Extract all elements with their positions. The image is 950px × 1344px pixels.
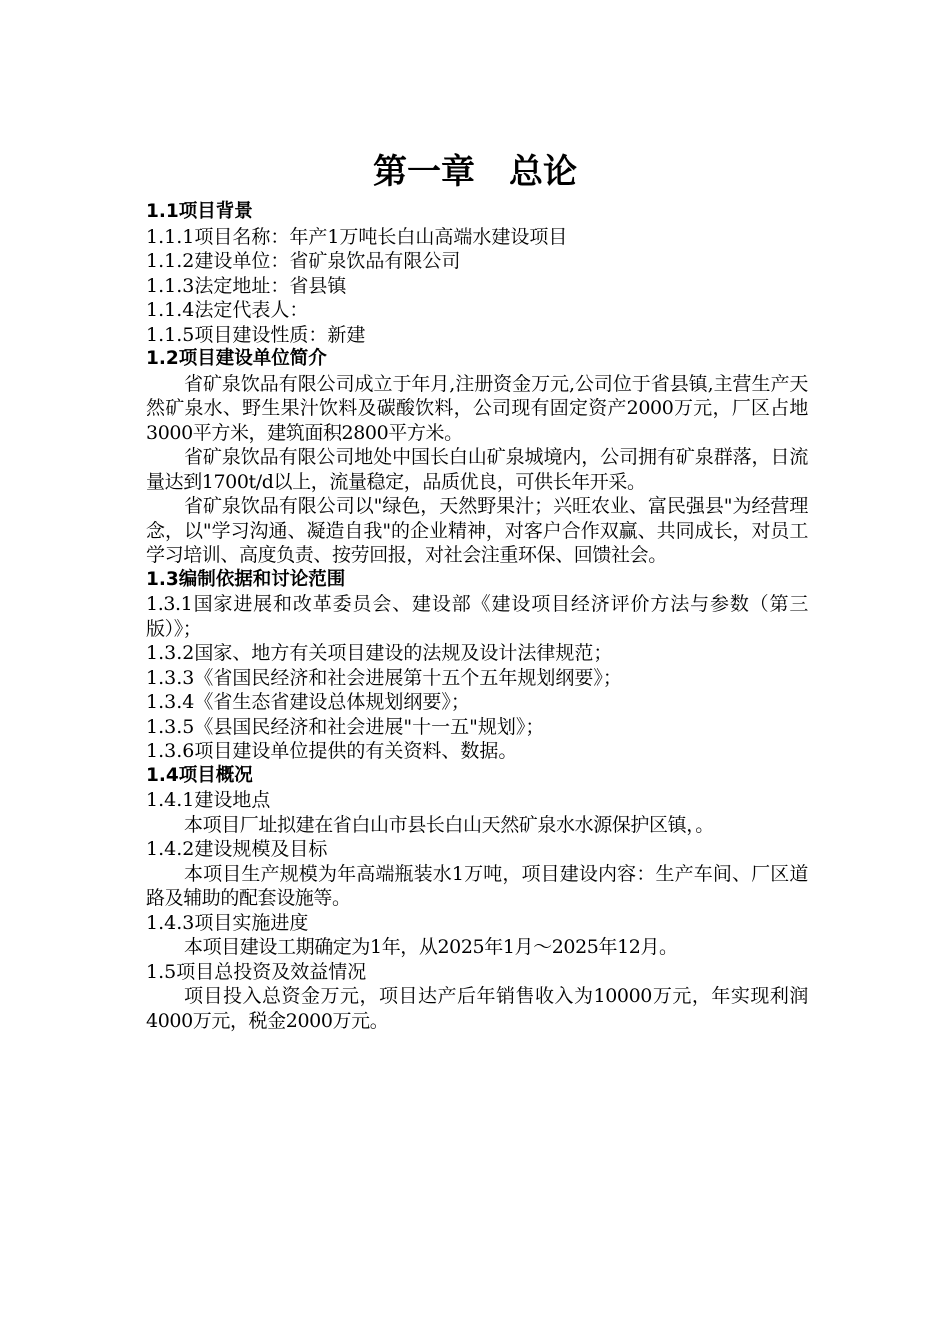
- company-paragraph-1: 省矿泉饮品有限公司成立于年月,注册资金万元,公司位于省县镇,主营生产天然矿泉水、野生果汁饮料及碳酸饮料，公司现有固定资产2000万元，厂区占地3000平方米，建筑面积2800平方米。: [146, 372, 808, 444]
- item-1-1-4: 1.1.4法定代表人：: [146, 299, 309, 321]
- company-paragraph-3: 省矿泉饮品有限公司以"绿色，天然野果汁；兴旺农业、富民强县"为经营理念，以"学习沟通、凝造自我"的企业精神，对客户合作双赢、共同成长，对员工学习培训、高度负责、按劳回报，对社会注重环保、回馈社会。: [146, 495, 808, 566]
- subsection-1-4-2: 1.4.2建设规模及目标: [146, 838, 328, 860]
- item-1-1-1: 1.1.1项目名称：年产1万吨长白山高端水建设项目: [146, 225, 568, 248]
- schedule-paragraph: 本项目建设工期确定为1年，从2025年1月～2025年12月。: [184, 936, 678, 958]
- item-1-3-6: 1.3.6项目建设单位提供的有关资料、数据。: [146, 740, 518, 762]
- section-1-2-heading: 1.2项目建设单位简介: [146, 348, 327, 369]
- item-1-3-3: 1.3.3《省国民经济和社会进展第十五个五年规划纲要》；: [146, 666, 622, 689]
- investment-paragraph: 项目投入总资金万元，项目达产后年销售收入为10000万元，年实现利润4000万元，税金2000万元。: [146, 985, 808, 1032]
- item-1-1-3: 1.1.3法定地址：省县镇: [146, 274, 347, 297]
- item-1-3-2: 1.3.2国家、地方有关项目建设的法规及设计法律规范；: [146, 642, 613, 664]
- chapter-body: [146, 200, 808, 1033]
- subsection-1-4-3: 1.4.3项目实施进度: [146, 911, 309, 934]
- section-1-3-heading: 1.3编制依据和讨论范围: [146, 568, 346, 590]
- chapter-title: 第一章 总论: [373, 152, 577, 192]
- section-1-1-heading: 1.1项目背景: [146, 201, 253, 222]
- item-1-1-5: 1.1.5项目建设性质：新建: [146, 323, 366, 346]
- section-1-5-heading: 1.5项目总投资及效益情况: [146, 960, 367, 983]
- section-1-4-heading: 1.4项目概况: [146, 764, 253, 786]
- location-paragraph: 本项目厂址拟建在省白山市县长白山天然矿泉水水源保护区镇，。: [184, 813, 714, 836]
- item-1-3-1: 1.3.1国家进展和改革委员会、建设部《建设项目经济评价方法与参数（第三版）》；: [146, 593, 808, 640]
- item-1-3-5: 1.3.5《县国民经济和社会进展"十一五"规划》；: [146, 715, 545, 738]
- item-1-1-2: 1.1.2建设单位：省矿泉饮品有限公司: [146, 250, 461, 272]
- scale-paragraph: 本项目生产规模为年高端瓶装水1万吨，项目建设内容：生产车间、厂区道路及辅助的配套设施等。: [146, 862, 808, 909]
- subsection-1-4-1: 1.4.1建设地点: [146, 789, 271, 811]
- item-1-3-4: 1.3.4《省生态省建设总体规划纲要》；: [146, 691, 470, 713]
- company-paragraph-2: 省矿泉饮品有限公司地处中国长白山矿泉城境内，公司拥有矿泉群落，日流量达到1700t/d以上，流量稳定，品质优良，可供长年开采。: [146, 446, 808, 493]
